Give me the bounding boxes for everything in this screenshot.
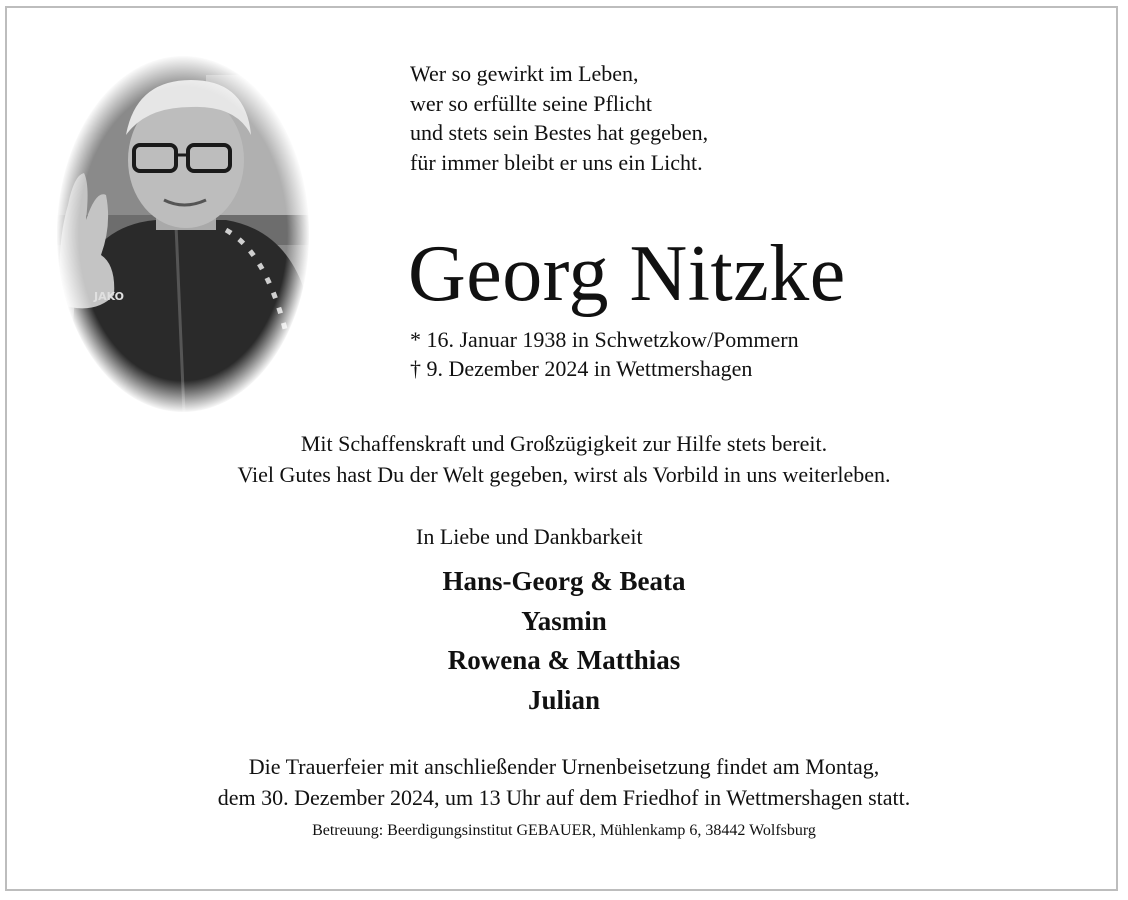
deceased-name: Georg Nitzke bbox=[408, 230, 846, 318]
poem-line: wer so erfüllte seine Pflicht bbox=[410, 90, 652, 116]
tribute-line: Mit Schaffenskraft und Großzügigkeit zur Hilfe stets bereit. bbox=[300, 431, 828, 456]
mourner-name: Julian bbox=[527, 684, 601, 715]
mourners-list bbox=[0, 562, 1128, 720]
service-info bbox=[0, 751, 1128, 813]
memorial-poem bbox=[410, 59, 708, 177]
mourner-name: Yasmin bbox=[521, 605, 607, 636]
birth-date: * 16. Januar 1938 in Schwetzkow/Pommern bbox=[410, 327, 799, 352]
mourner-name: Hans-Georg & Beata bbox=[442, 566, 686, 596]
funeral-home-info: Betreuung: Beerdigungsinstitut GEBAUER, Mühlenkamp 6, 38442 Wolfsburg bbox=[312, 822, 816, 839]
service-line: dem 30. Dezember 2024, um 13 Uhr auf dem Friedhof in Wettmershagen statt. bbox=[217, 785, 911, 810]
death-date: † 9. Dezember 2024 in Wettmershagen bbox=[410, 356, 753, 381]
mourners-intro: In Liebe und Dankbarkeit bbox=[416, 524, 643, 549]
service-line: Die Trauerfeier mit anschließender Urnenbeisetzung findet am Montag, bbox=[248, 754, 880, 779]
poem-line: Wer so gewirkt im Leben, bbox=[410, 61, 639, 86]
portrait-photo bbox=[56, 55, 310, 413]
poem-line: für immer bleibt er uns ein Licht. bbox=[410, 149, 703, 175]
tribute-text bbox=[0, 428, 1128, 490]
tribute-line: Viel Gutes hast Du der Welt gegeben, wirst als Vorbild in uns weiterleben. bbox=[237, 462, 891, 487]
life-dates bbox=[410, 325, 799, 383]
poem-line: und stets sein Bestes hat gegeben, bbox=[410, 120, 709, 145]
mourner-name: Rowena & Matthias bbox=[447, 645, 681, 675]
